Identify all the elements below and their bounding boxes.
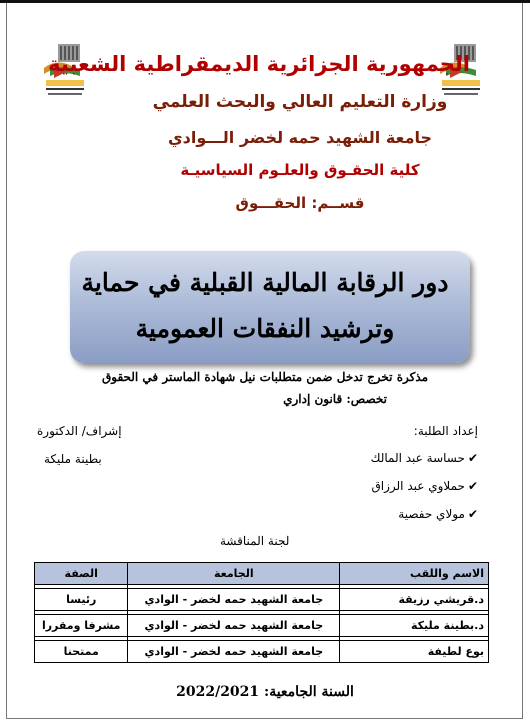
check-icon: ✔ (467, 507, 478, 521)
thesis-title-line-2: وترشيد النفقات العمومية (135, 314, 395, 343)
student-name: حملاوي عبد الرزاق (371, 479, 465, 493)
supervisor-label: إشراف/ الدكتورة (37, 424, 122, 438)
thesis-description: مذكرة تخرج تدخل ضمن متطلبات نيل شهادة الماستر في الحقوق (101, 370, 429, 384)
member-role: مشرفا ومقررا (35, 615, 128, 637)
faculty-heading: كلية الحقـوق والعلـوم السياسيـة (180, 161, 420, 179)
student-item (371, 479, 478, 493)
member-role: ممتحنا (35, 641, 128, 663)
check-icon: ✔ (467, 479, 478, 493)
academic-year: السنة الجامعية: 2022/2021 (176, 684, 354, 700)
member-university: جامعة الشهيد حمه لخضر - الوادي (128, 615, 340, 637)
member-university: جامعة الشهيد حمه لخضر - الوادي (128, 589, 340, 611)
students-label: إعداد الطلبة: (413, 424, 478, 438)
table-row (35, 641, 489, 663)
university-heading: جامعة الشهيد حمه لخضر الـــوادي (167, 128, 433, 147)
table-row (35, 615, 489, 637)
thesis-specialty: تخصص: قانون إداري (283, 392, 387, 406)
member-name: بوع لطيفة (340, 641, 489, 663)
table-header-row (35, 563, 489, 585)
student-name: مولاي حفصية (398, 507, 465, 521)
member-name: د.قريشي رزيقة (340, 589, 489, 611)
student-item (371, 451, 478, 465)
member-university: جامعة الشهيد حمه لخضر - الوادي (128, 641, 340, 663)
table-row (35, 589, 489, 611)
student-name: حساسة عبد المالك (370, 451, 465, 465)
check-icon: ✔ (467, 451, 478, 465)
column-header-university: الجامعة (128, 563, 340, 585)
committee-table (34, 562, 489, 663)
ministry-heading: وزارة التعليم العالي والبحث العلمي (152, 92, 448, 112)
member-role: رئيسا (35, 589, 128, 611)
republic-heading: الجمهورية الجزائرية الديمقراطية الشعبية (48, 52, 470, 76)
committee-label: لجنة المناقشة (220, 534, 290, 548)
column-header-role: الصفة (35, 563, 128, 585)
student-item (398, 507, 478, 521)
supervisor-name: بطينة مليكة (44, 452, 102, 466)
column-header-name: الاسم واللقب (340, 563, 489, 585)
thesis-title-line-1: دور الرقابة المالية القبلية في حماية (81, 268, 449, 297)
department-heading: قســم: الحقـــوق (235, 194, 365, 212)
member-name: د.بطينة مليكة (340, 615, 489, 637)
